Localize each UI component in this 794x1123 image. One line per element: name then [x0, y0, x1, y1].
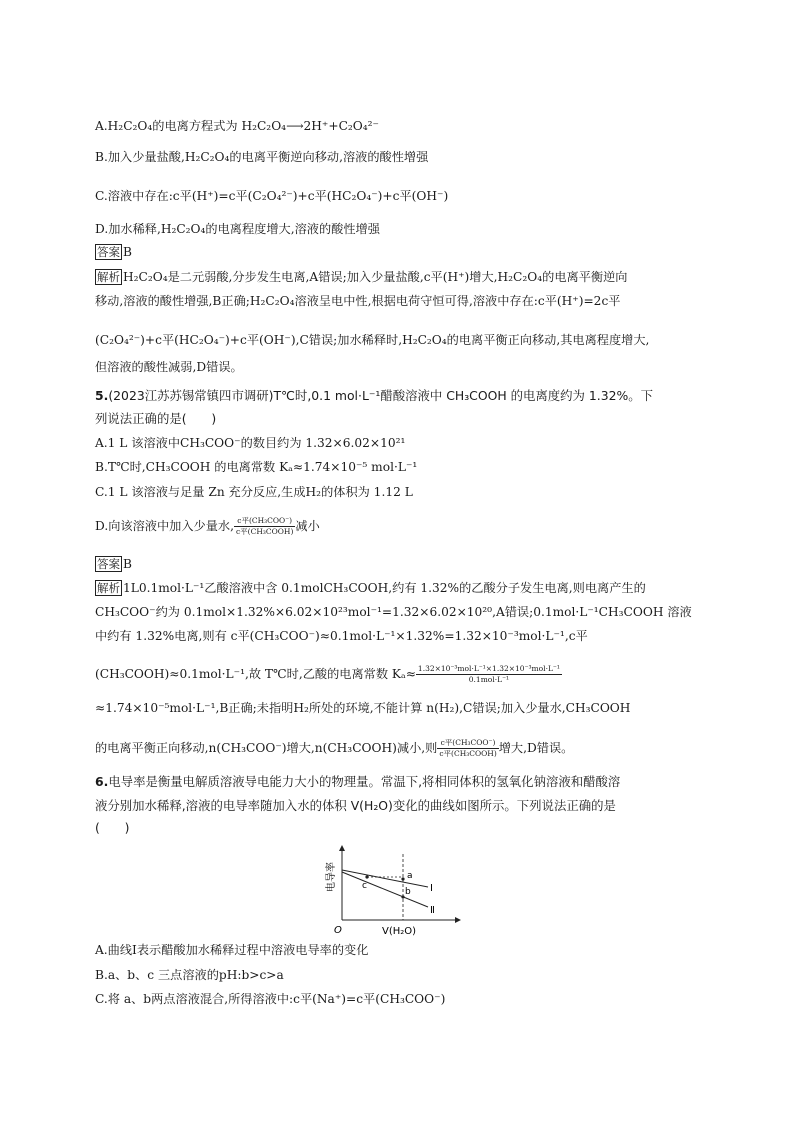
q5-answer-line	[95, 555, 132, 573]
q6-option-a: A.曲线Ⅰ表示醋酸加水稀释过程中溶液电导率的变化	[95, 943, 369, 957]
label-a: a	[407, 871, 413, 881]
q6-stem-line-2: 液分别加水稀释,溶液的电导率随加入水的体积 V(H₂O)变化的曲线如图所示。下列说法正确的是	[95, 798, 616, 813]
point-a	[401, 877, 404, 880]
q5-stem-line-1: 5.(2023江苏苏锡常镇四市调研)T℃时,0.1 mol·L⁻¹醋酸溶液中 CH₃COOH 的电离度约为 1.32%。下	[95, 388, 654, 403]
q5-option-b: B.T℃时,CH₃COOH 的电离常数 Kₐ≈1.74×10⁻⁵ mol·L⁻¹	[95, 460, 418, 474]
origin-label: O	[334, 925, 342, 936]
q6-number: 6.	[95, 774, 109, 789]
q5-answer: B	[123, 557, 132, 571]
q4-analysis-line-1: 解析 H₂C₂O₄是二元弱酸,分步发生电离,A错误;加入少量盐酸,c平(H⁺)增大,H₂C₂O₄的电离平衡逆向	[97, 270, 628, 284]
conductivity-graph	[320, 840, 470, 940]
analysis-tag: 解析	[97, 270, 120, 284]
q4-option-b: B.加入少量盐酸,H₂C₂O₄的电离平衡逆向移动,溶液的酸性增强	[95, 150, 429, 164]
point-c	[365, 875, 368, 878]
q5-analysis-line-3: 中约有 1.32%电离,则有 c平(CH₃COO⁻)≈0.1mol·L⁻¹×1.32%=1.32×10⁻³mol·L⁻¹,c平	[95, 629, 588, 643]
q5-analysis-line-1: 解析 1L0.1mol·L⁻¹乙酸溶液中含 0.1molCH₃COOH,约有 1.32%的乙酸分子发生电离,则电离产生的	[97, 581, 646, 595]
fraction: $\frac{\text{1.32×10⁻³mol·L⁻¹×1.32×10⁻³mol·L⁻¹}}{\text{0.1mol·L⁻¹}}$	[417, 664, 560, 684]
x-label: V(H₂O)	[382, 926, 417, 937]
q5-stem-line-2: 列说法正确的是( )	[95, 411, 217, 426]
q4-option-a: A.H₂C₂O₄的电离方程式为 H₂C₂O₄⟶2H⁺+C₂O₄²⁻	[95, 119, 379, 133]
fraction: $\frac{\text{c平(CH₃COO⁻)}}{\text{c平(CH₃COOH)}}$	[439, 738, 497, 758]
answer-tag: 答案	[97, 245, 120, 259]
label-c: c	[362, 881, 367, 891]
q4-option-d: D.加水稀释,H₂C₂O₄的电离程度增大,溶液的酸性增强	[95, 222, 380, 236]
q4-answer: B	[123, 245, 132, 259]
q4-analysis-line-4: 但溶液的酸性减弱,D错误。	[95, 360, 243, 374]
q6-option-c: C.将 a、b两点溶液混合,所得溶液中:c平(Na⁺)=c平(CH₃COO⁻)	[95, 992, 446, 1006]
curve-1-label: Ⅰ	[430, 883, 433, 894]
q4-option-c: C.溶液中存在:c平(H⁺)=c平(C₂O₄²⁻)+c平(HC₂O₄⁻)+c平(OH⁻)	[95, 189, 449, 203]
q6-stem-line-3: ( )	[95, 820, 130, 835]
q5-analysis-line-5: ≈1.74×10⁻⁵mol·L⁻¹,B正确;未指明H₂所处的环境,不能计算 n(H₂),C错误;加入少量水,CH₃COOH	[95, 701, 631, 715]
answer-tag: 答案	[97, 557, 120, 571]
analysis-tag: 解析	[97, 581, 120, 595]
q5-option-c: C.1 L 该溶液与足量 Zn 充分反应,生成H₂的体积为 1.12 L	[95, 485, 413, 499]
q5-option-d: D.向该溶液中加入少量水, $\frac{\text{c平(CH₃COO⁻)}}{\text{c平(CH₃COOH)}}$ 减小	[95, 516, 320, 536]
y-label: 电导率	[326, 862, 337, 892]
q5-option-a: A.1 L 该溶液中CH₃COO⁻的数目约为 1.32×6.02×10²¹	[95, 436, 406, 450]
q5-analysis-line-2: CH₃COO⁻约为 0.1mol×1.32%×6.02×10²³mol⁻¹=1.32×6.02×10²⁰,A错误;0.1mol·L⁻¹CH₃COOH 溶液	[95, 605, 692, 619]
q5-analysis-line-6: 的电离平衡正向移动,n(CH₃COO⁻)增大,n(CH₃COOH)减小,则 $\frac{\text{c平(CH₃COO⁻)}}{\text{c平(CH₃COOH)}}$ 增大,D错误。	[95, 738, 574, 758]
curve-1	[342, 870, 428, 887]
fraction: $\frac{\text{c平(CH₃COO⁻)}}{\text{c平(CH₃COOH)}}$	[235, 516, 294, 536]
q4-analysis-line-3: (C₂O₄²⁻)+c平(HC₂O₄⁻)+c平(OH⁻),C错误;加水稀释时,H₂C₂O₄的电离平衡正向移动,其电离程度增大,	[95, 333, 650, 347]
q4-answer-line	[95, 243, 132, 261]
q5-number: 5.	[95, 388, 109, 403]
q6-option-b: B.a、b、c 三点溶液的pH:b>c>a	[95, 968, 284, 982]
label-b: b	[405, 887, 411, 897]
q4-analysis-line-2: 移动,溶液的酸性增强,B正确;H₂C₂O₄溶液呈电中性,根据电荷守恒可得,溶液中存在:c平(H⁺)=2c平	[95, 294, 621, 308]
curve-2-label: Ⅱ	[430, 905, 435, 916]
q6-stem-line-1: 6.电导率是衡量电解质溶液导电能力大小的物理量。常温下,将相同体积的氢氧化钠溶液和醋酸溶	[95, 774, 621, 789]
q5-analysis-line-4: (CH₃COOH)≈0.1mol·L⁻¹,故 T℃时,乙酸的电离常数 Kₐ≈ $\frac{\text{1.32×10⁻³mol·L⁻¹×1.32×10⁻³mol·L⁻¹}}{\text{0.1mol·L⁻¹}}$	[95, 664, 560, 684]
